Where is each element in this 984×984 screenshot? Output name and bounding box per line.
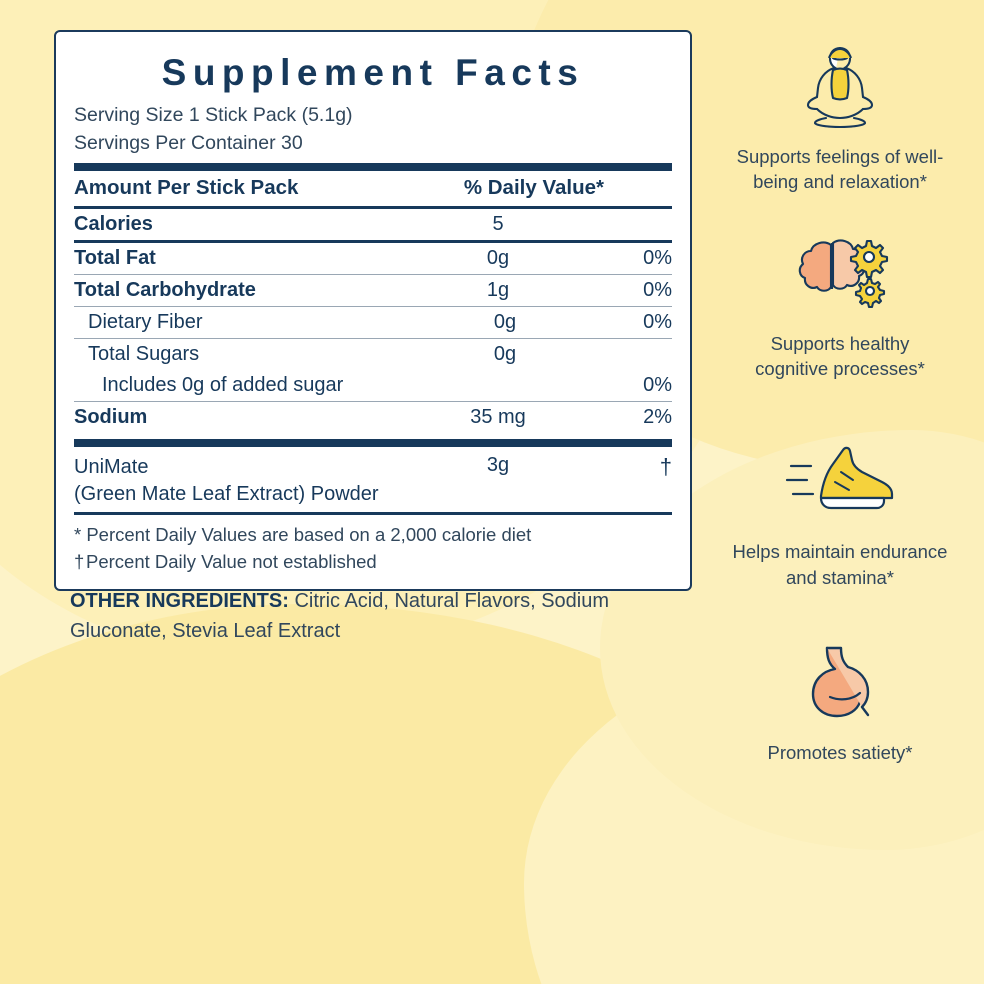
footnote-dv-not-established: Percent Daily Value not established	[86, 550, 377, 572]
nutrient-label: Dietary Fiber	[88, 311, 203, 334]
table-row	[74, 275, 672, 306]
icon-container	[788, 225, 892, 321]
other-ingredients-text: Citric Acid, Natural Flavors, Sodium Gluconate, Stevia Leaf Extract	[70, 590, 610, 642]
footnotes	[74, 515, 672, 575]
table-row	[74, 402, 672, 433]
icon-container	[785, 433, 895, 529]
benefit-item	[733, 38, 948, 195]
nutrient-amount: 0g	[493, 343, 517, 366]
nutrient-dv: 0%	[643, 374, 672, 397]
unimate-amount: 3g	[486, 454, 510, 477]
nutrient-dv: 0%	[643, 279, 672, 302]
nutrient-label: Total Sugars	[88, 343, 200, 366]
daily-value-label: % Daily Value*	[463, 176, 604, 200]
footnote-dagger-line	[74, 549, 672, 575]
benefit-item	[733, 433, 948, 590]
nutrient-label: Total Fat	[74, 247, 156, 270]
nutrient-amount: 0g	[486, 247, 510, 270]
other-ingredients	[70, 586, 680, 646]
unimate-descriptor: (Green Mate Leaf Extract) Powder	[74, 483, 379, 506]
nutrient-amount: 1g	[486, 279, 510, 302]
running-shoe-icon	[785, 444, 895, 518]
footnote-daily-values: * Percent Daily Values are based on a 2,000 calorie diet	[74, 524, 532, 546]
benefit-item	[768, 634, 913, 765]
divider-thick-top	[74, 163, 672, 171]
table-row	[74, 370, 672, 401]
benefits-column	[706, 38, 974, 765]
table-row	[74, 339, 672, 370]
benefit-caption: Promotes satiety*	[767, 742, 913, 764]
stomach-icon	[797, 642, 883, 722]
nutrient-dv: 0%	[643, 247, 672, 270]
brain-gears-icon	[788, 233, 892, 313]
benefit-caption: Supports feelings of well-being and relaxation*	[736, 146, 944, 193]
table-row	[74, 307, 672, 338]
panel-title: Supplement Facts	[161, 52, 585, 93]
benefit-caption: Supports healthy cognitive processes*	[755, 332, 925, 380]
nutrient-amount: 35 mg	[470, 406, 526, 429]
icon-container	[797, 634, 883, 730]
table-row	[74, 209, 672, 240]
nutrient-label: Calories	[74, 213, 153, 236]
nutrient-dv: 2%	[643, 406, 672, 429]
nutrient-label: Total Carbohydrate	[74, 279, 256, 302]
nutrient-dv: 0%	[643, 311, 672, 334]
nutrient-amount: 0g	[493, 311, 517, 334]
unimate-dv: †	[659, 454, 672, 480]
unimate-label	[74, 454, 404, 508]
servings-per-container: Servings Per Container 30	[74, 132, 303, 155]
divider-thick-middle	[74, 439, 672, 447]
table-row	[74, 243, 672, 274]
nutrient-label: Includes 0g of added sugar	[102, 374, 344, 397]
serving-size: Serving Size 1 Stick Pack (5.1g)	[74, 103, 353, 126]
meditating-person-icon	[793, 40, 887, 132]
benefit-item	[733, 225, 948, 382]
dagger-symbol: †	[74, 550, 85, 572]
table-header-row	[74, 171, 672, 206]
unimate-row	[74, 447, 672, 512]
supplement-facts-panel	[54, 30, 692, 591]
other-ingredients-label: OTHER INGREDIENTS:	[70, 590, 289, 612]
amount-per-serving-label: Amount Per Stick Pack	[74, 176, 299, 200]
unimate-name: UniMate	[74, 456, 149, 479]
nutrient-label: Sodium	[74, 406, 148, 429]
nutrient-amount: 5	[492, 213, 504, 236]
icon-container	[793, 38, 887, 134]
benefit-caption: Helps maintain endurance and stamina*	[732, 541, 948, 588]
